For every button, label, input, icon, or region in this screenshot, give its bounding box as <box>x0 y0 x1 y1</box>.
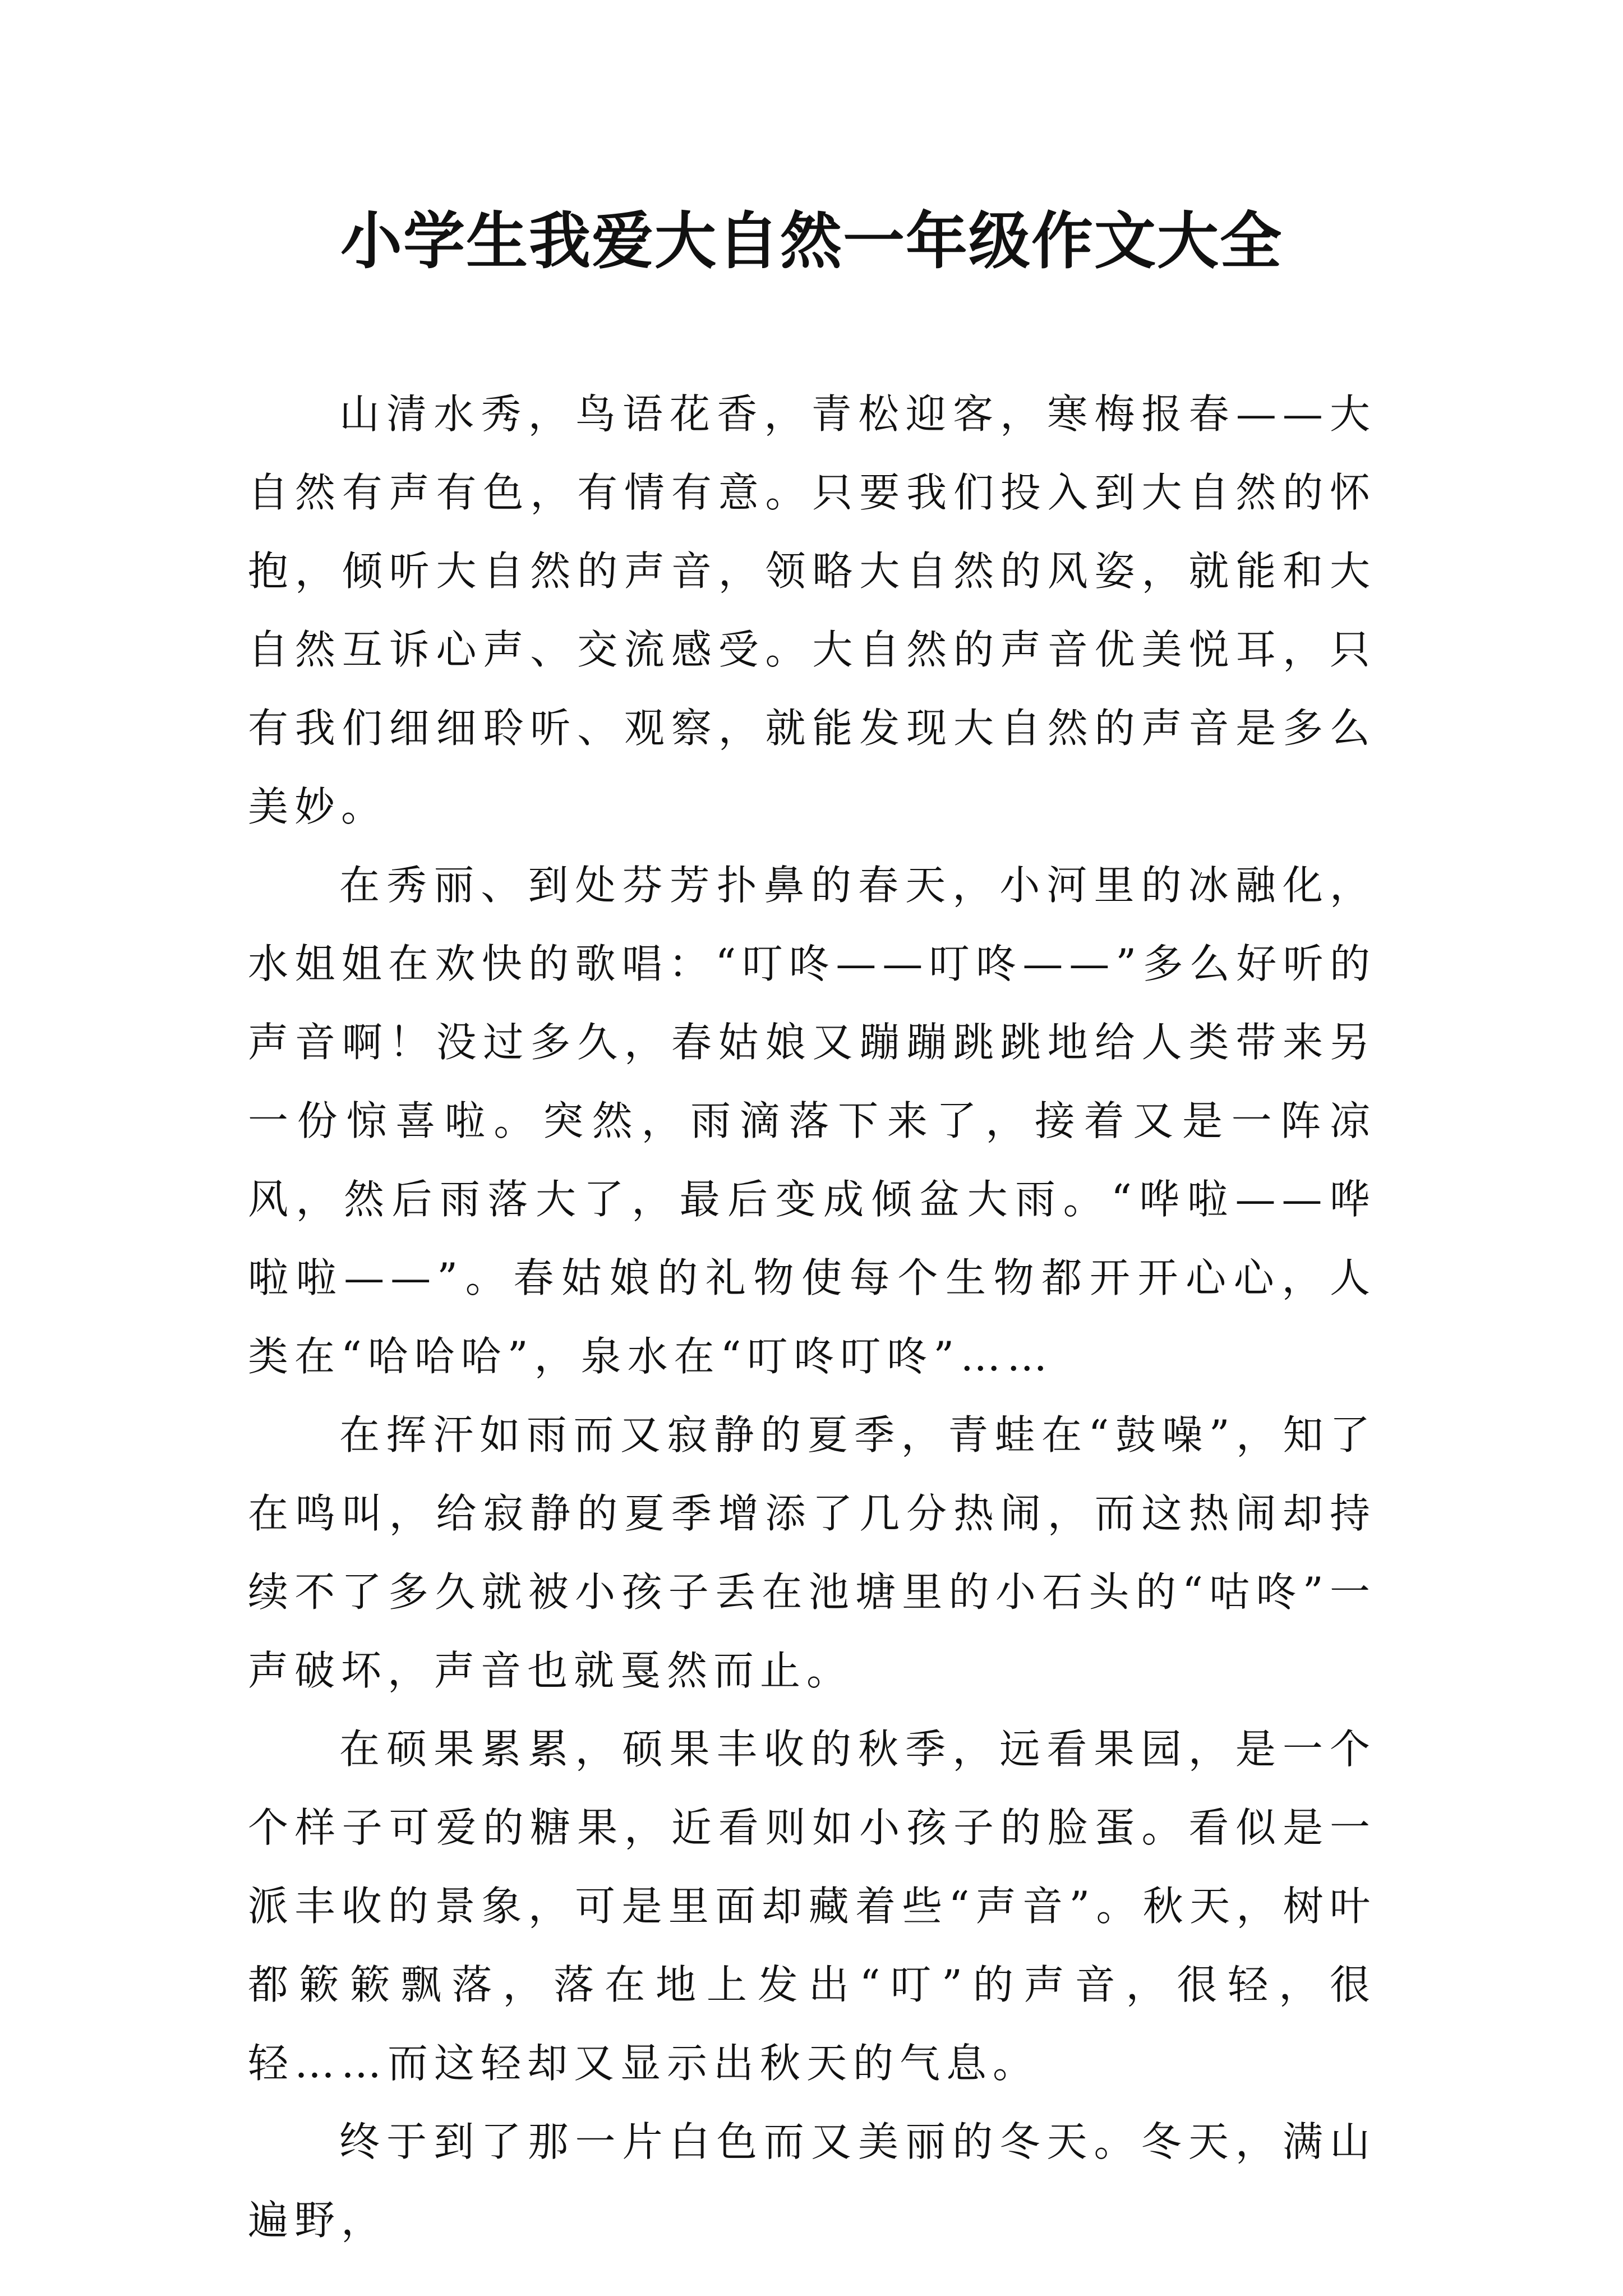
paragraph-5: 终于到了那一片白色而又美丽的冬天。冬天，满山遍野， <box>248 2118 1376 2244</box>
document-body <box>248 375 1376 2260</box>
paragraph-4: 在硕果累累，硕果丰收的秋季，远看果园，是一个个样子可爱的糖果，近看则如小孩子的脸蛋。看似是一派丰收的景象，可是里面却藏着些“声音”。秋天，树叶都簌簌飘落，落在地上发出“叮”的声音，很轻，很轻……而这轻却又显示出秋天的气息。 <box>248 1726 1376 2087</box>
paragraph-2: 在秀丽、到处芬芳扑鼻的春天，小河里的冰融化，水姐姐在欢快的歌唱：“叮咚——叮咚——”多么好听的声音啊！没过多久，春姑娘又蹦蹦跳跳地给人类带来另一份惊喜啦。突然，雨滴落下来了，接着又是一阵凉风，然后雨落大了，最后变成倾盆大雨。“哗啦——哗啦啦——”。春姑娘的礼物使每个生物都开开心心，人类在“哈哈哈”，泉水在“叮咚叮咚”…… <box>248 862 1376 1380</box>
paragraph-3: 在挥汗如雨而又寂静的夏季，青蛙在“鼓噪”，知了在鸣叫，给寂静的夏季增添了几分热闹，而这热闹却持续不了多久就被小孩子丢在池塘里的小石头的“咕咚”一声破坏，声音也就戛然而止。 <box>248 1411 1376 1694</box>
document-title: 小学生我爱大自然一年级作文大全 <box>340 205 1283 277</box>
paragraph-1: 山清水秀，鸟语花香，青松迎客，寒梅报春——大自然有声有色，有情有意。只要我们投入到大自然的怀抱，倾听大自然的声音，领略大自然的风姿，就能和大自然互诉心声、交流感受。大自然的声音优美悦耳，只有我们细细聆听、观察，就能发现大自然的声音是多么美妙。 <box>248 390 1376 830</box>
